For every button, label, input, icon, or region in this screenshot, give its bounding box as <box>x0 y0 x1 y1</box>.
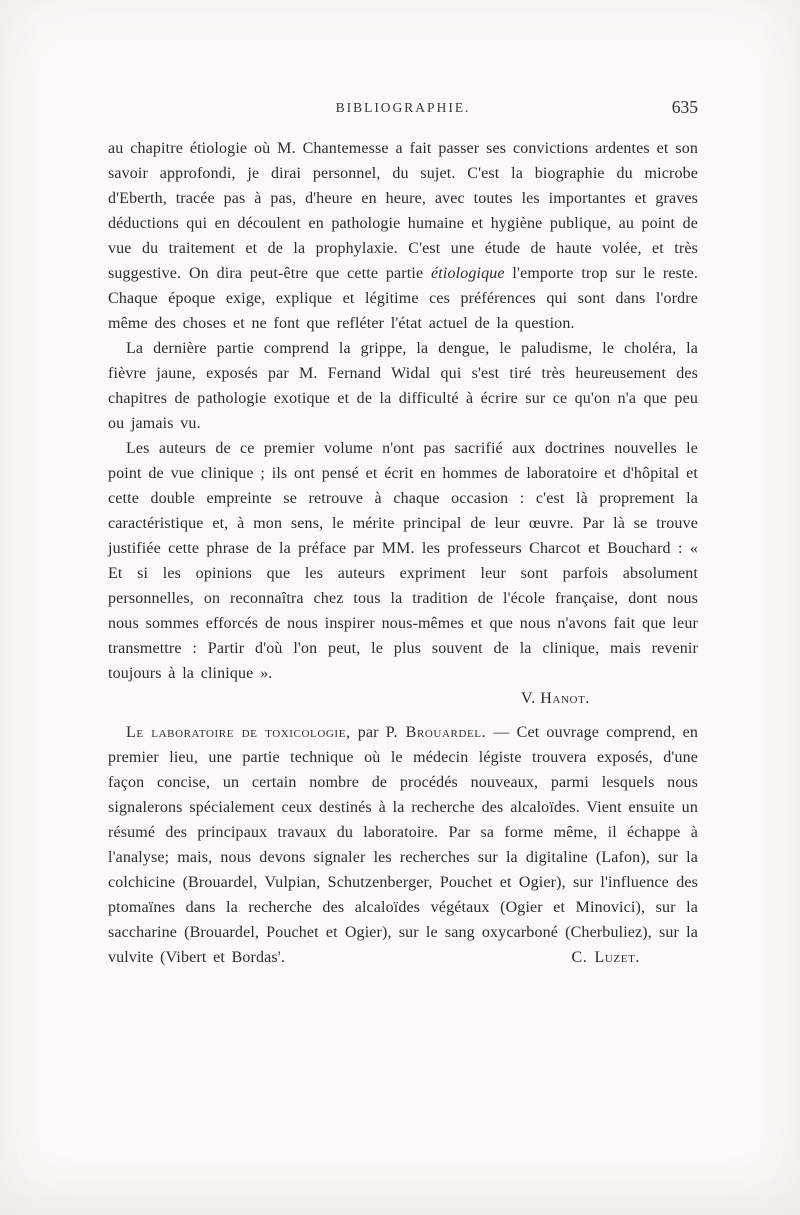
smallcaps-text: P. Brouardel. <box>385 724 487 741</box>
paragraph <box>108 336 698 436</box>
signature-name: C. Luzet. <box>571 949 640 966</box>
text-segment: par <box>350 724 386 741</box>
italic-text: étiologique <box>431 265 505 282</box>
text-segment: La dernière partie comprend la grippe, la dengue, le paludisme, le choléra, la fièvre jaune, exposés par M. Fernand Widal qui s'est tiré très heureusement des chapitres de pathologie exotique et de la difficulté à écrire sur ce qu'on n'a que peu ou jamais vu. <box>108 340 698 432</box>
text-segment: au chapitre étiologie où M. Chantemesse a fait passer ses convictions ardentes et son savoir approfondi, je dirai personnel, du sujet. C'est la biographie du microbe d'Eberth, tracée pas à pas, d'heure en heure, avec toutes les importantes et graves déductions qui en découlent en pathologie humaine et hygiène publique, au point de vue du traitement et de la prophylaxie. C'est une étude de haute volée, et très suggestive. On dira peut-être que cette partie <box>108 140 698 282</box>
smallcaps-text: Le laboratoire de toxicologie, <box>126 724 351 741</box>
paragraph <box>108 136 698 336</box>
paragraph <box>108 436 698 686</box>
text-segment: Les auteurs de ce premier volume n'ont pas sacrifié aux doctrines nouvelles le point de vue clinique ; ils ont pensé et écrit en hommes de laboratoire et d'hôpital et cette double empreinte se retrouve à chaque occasion : c'est là proprement la caractéristique et, à mon sens, le mérite principal de leur œuvre. Par là se trouve justifiée cette phrase de la préface par MM. les professeurs Charcot et Bouchard : « Et si les opinions que les auteurs expriment leur sont parfois absolument personnelles, on reconnaîtra chez tous la tradition de l'école française, dont nous nous sommes efforcés de nous inspirer nous-mêmes et que nous n'avons fait que leur transmettre : Partir d'où l'on peut, le plus souvent de la clinique, mais revenir toujours à la clinique ». <box>108 440 698 682</box>
page-header <box>108 97 698 122</box>
running-title: BIBLIOGRAPHIE. <box>335 100 471 115</box>
signature <box>108 686 698 711</box>
text-segment: — Cet ouvrage comprend, en premier lieu, une partie technique où le médecin légiste trouvera exposés, d'une façon concise, un certain nombre de procédés nouveaux, parmi lesquels nous signalerons spécialement ceux destinés à la recherche des alcaloïdes. Vient ensuite un résumé des principaux travaux du laboratoire. Par sa forme même, il échappe à l'analyse; mais, nous devons signaler les recherches sur la digitaline (Lafon), sur la colchicine (Brouardel, Vulpian, Schutzenberger, Pouchet et Ogier), sur l'influence des ptomaïnes dans la recherche des alcaloïdes végétaux (Ogier et Minovici), sur la saccharine (Brouardel, Pouchet et Ogier), sur le sang oxycarboné (Cherbuliez), sur la vulvite (Vibert et Bordas'. <box>108 724 698 966</box>
paragraph <box>108 720 698 970</box>
page-body <box>108 136 698 970</box>
smallcaps-text: V. Hanot. <box>521 690 590 707</box>
page-number: 635 <box>671 97 698 117</box>
text-segment: l'emporte trop sur le reste. Chaque époque exige, explique et légitime ces préférences qui sont dans l'ordre même des choses et ne font que refléter l'état actuel de la question. <box>108 265 698 332</box>
text-block <box>108 97 698 970</box>
